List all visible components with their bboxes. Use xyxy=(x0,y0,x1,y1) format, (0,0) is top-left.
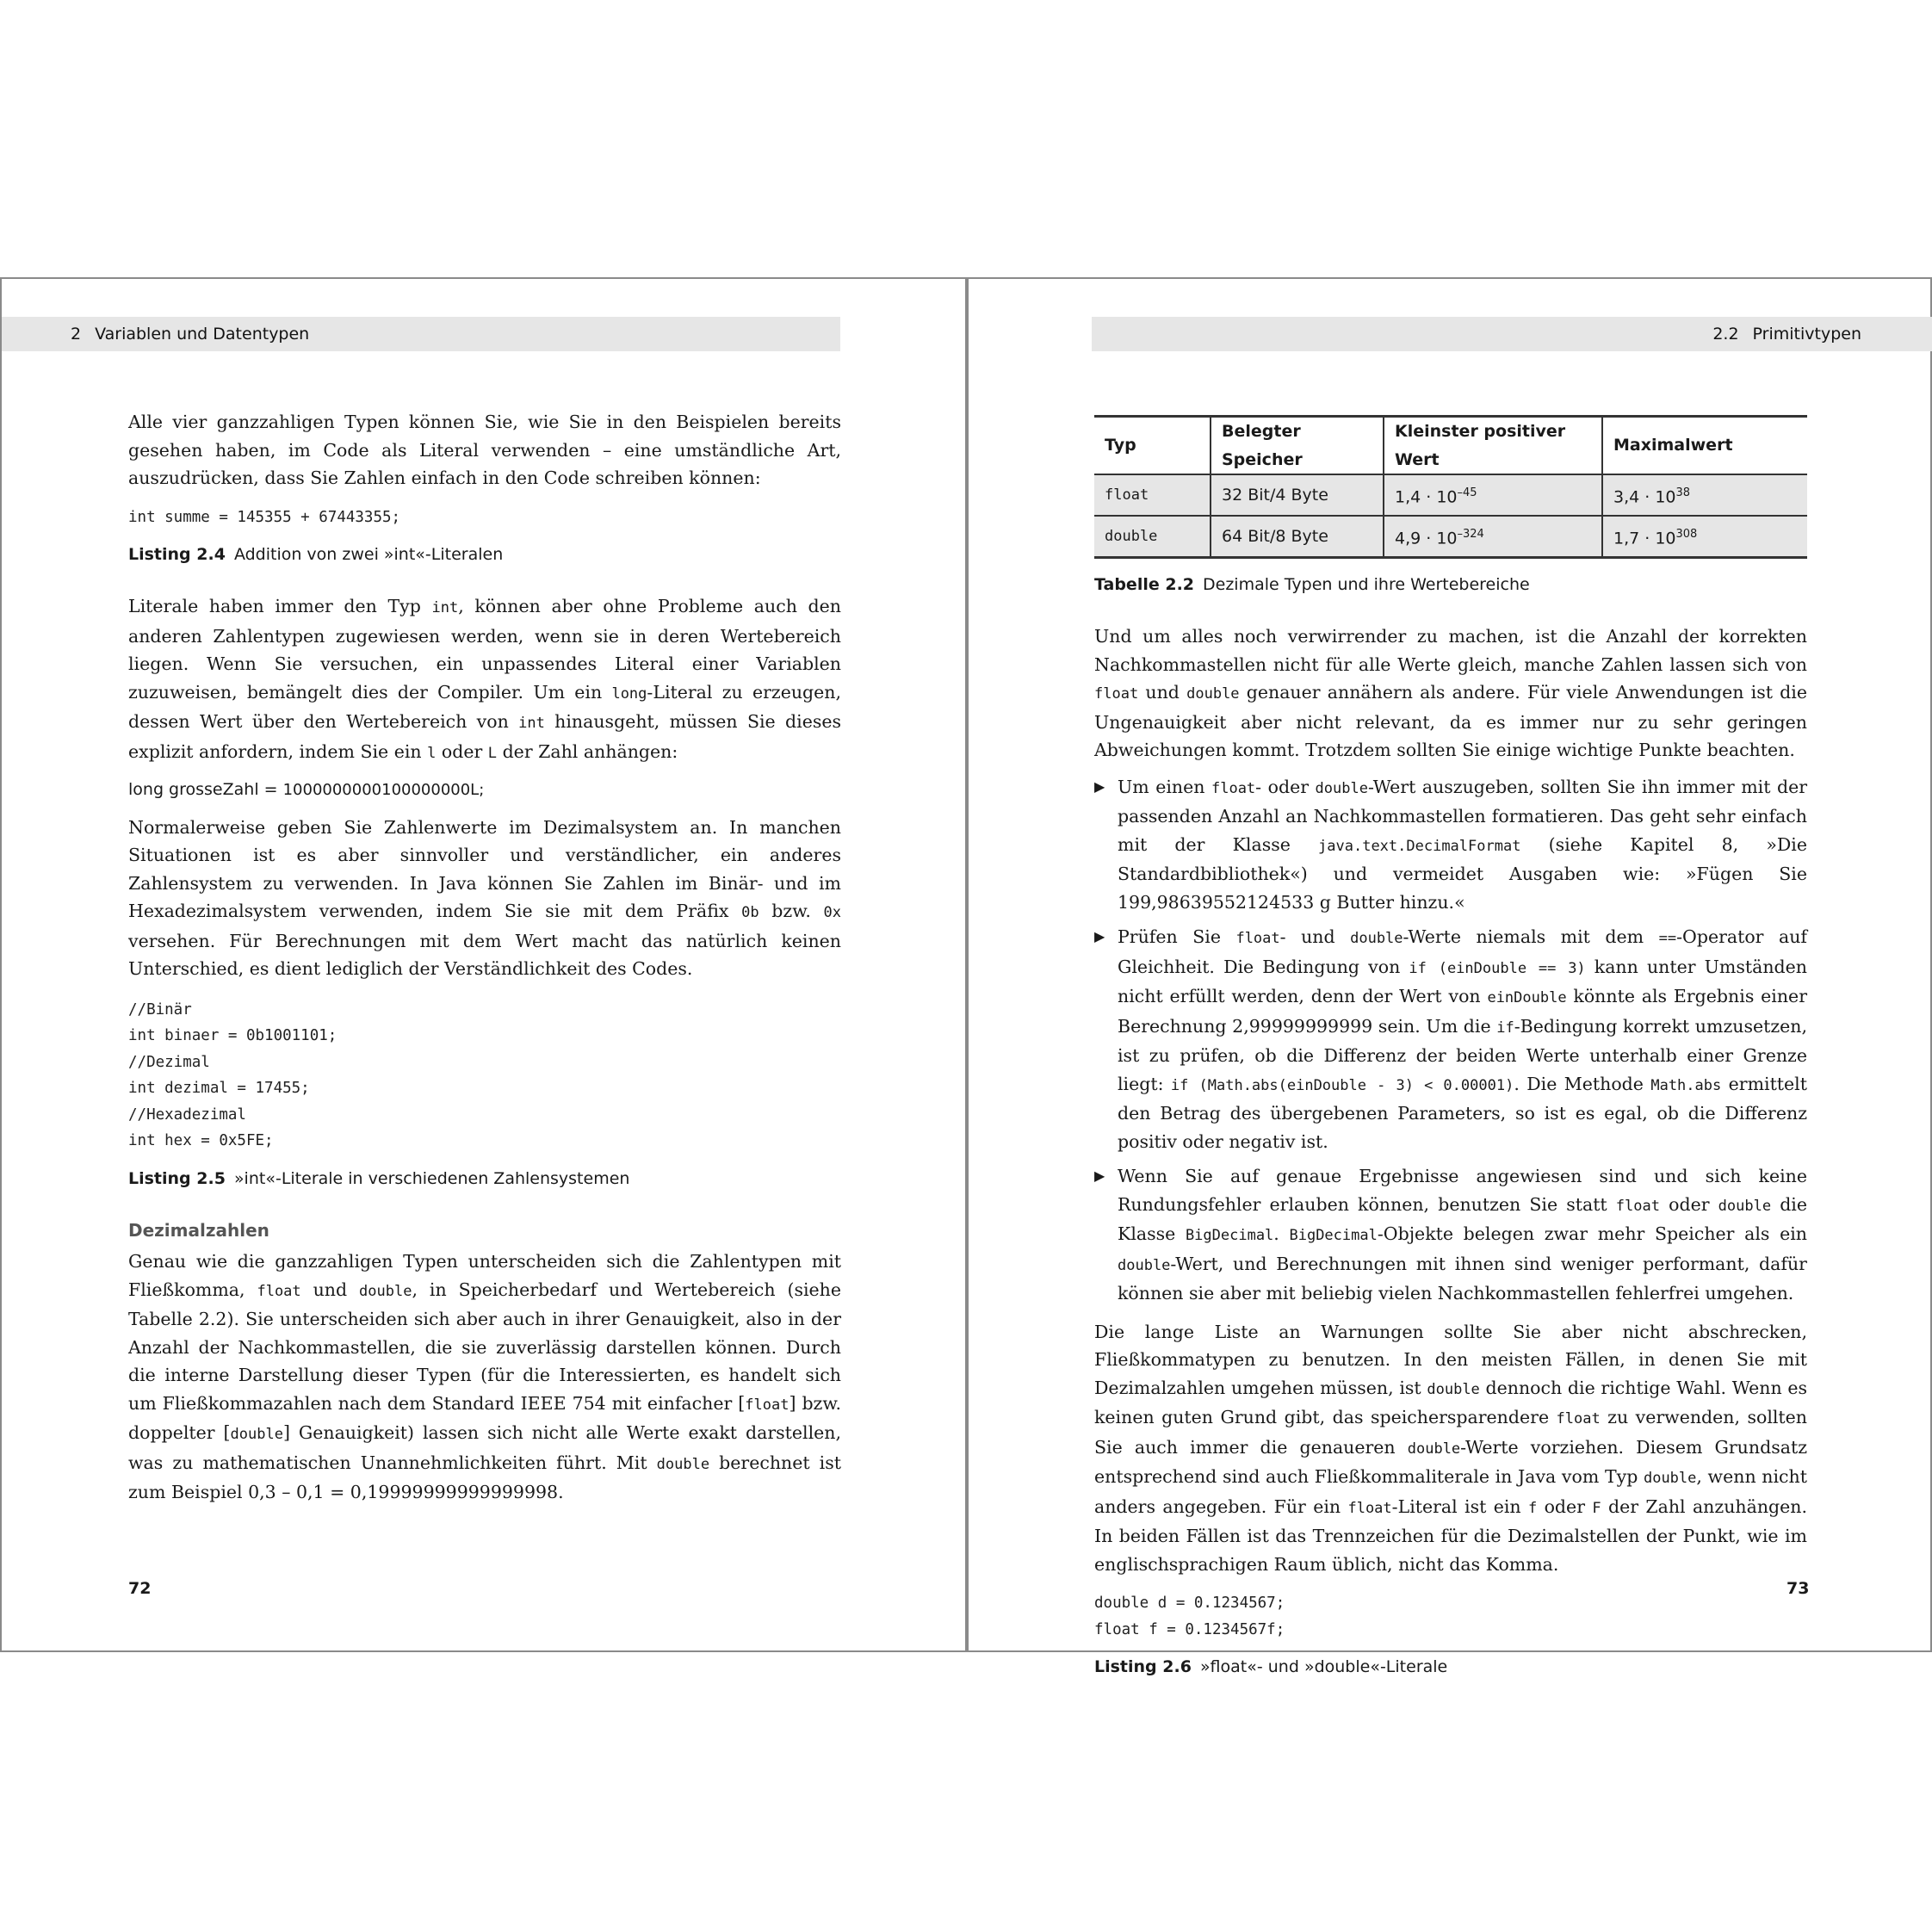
bullet-triangle-icon: ▶ xyxy=(1094,1167,1105,1184)
table-cell: 64 Bit/8 Byte xyxy=(1211,516,1384,558)
long-literal-line: long grosseZahl = 1000000000100000000L; xyxy=(128,780,485,799)
running-header xyxy=(1092,317,1932,351)
paragraph: Genau wie die ganzzahligen Typen unterscheiden sich die Zahlentypen mit Fließkomma, float und double, in Speicherbedarf und Wertebereich (siehe Tabelle 2.2). Sie unterscheiden sich aber auch in ihrer Genauigkeit, also in der Anzahl der Nachkommastellen, die sie zuverlässig darstellen können. Durch die interne Darstellung dieser Typen (für die Interessierten, es handelt sich um Fließkommazahlen nach dem Standard IEEE 754 mit einfacher [float] bzw. doppelter [double] Genauigkeit) lassen sich nicht alle Werte exakt darstellen, was zu mathematischen Unannehmlichkeiten führt. Mit double berechnet ist zum Beispiel 0,3 – 0,1 = 0,19999999999999998. xyxy=(128,1251,842,1502)
listing-label: Listing 2.6 xyxy=(1094,1657,1192,1676)
left-page xyxy=(0,277,967,1652)
bullet-triangle-icon: ▶ xyxy=(1094,928,1105,944)
table-cell: double xyxy=(1094,516,1211,558)
list-item: ▶ Wenn Sie auf genaue Ergebnisse angewiesen sind und sich keine Rundungsfehler erlauben können, benutzen Sie statt float oder double die Klasse BigDecimal. BigDecimal-Objekte belegen zwar mehr Speicher als ein double-Wert, und Berechnungen mit ihnen sind weniger performant, dafür können sie aber mit beliebig vielen Nachkommastellen fehlerfrei umgehen. xyxy=(1094,1162,1807,1308)
table-caption xyxy=(1094,573,1807,597)
code-block: double d = 0.1234567; float f = 0.1234567f; xyxy=(1094,1595,1285,1638)
listing-caption xyxy=(1094,1655,1807,1679)
paragraph: Alle vier ganzzahligen Typen können Sie, wie Sie in den Beispielen bereits gesehen haben, im Code als Literal verwenden – eine umständliche Art, auszudrücken, dass Sie Zahlen einfach in den Code schreiben können: xyxy=(128,412,841,488)
table-row xyxy=(1094,474,1807,516)
right-page xyxy=(967,277,1932,1676)
table-cell: $4,9 \cdot 10^{-324}$ xyxy=(1384,516,1602,558)
table-cell: float xyxy=(1094,474,1211,516)
chapter-number: 2 xyxy=(71,325,82,344)
section-heading: Dezimalzahlen xyxy=(128,1219,269,1241)
section-number: 2.2 xyxy=(1712,325,1739,344)
list-item: ▶ Um einen float- oder double-Wert auszugeben, sollten Sie ihn immer mit der passenden Anzahl an Nachkommastellen formatieren. Das geht sehr einfach mit der Klasse java.text.DecimalFormat (siehe Kapitel 8, »Die Standardbibliothek«) und vermeidet Ausgaben wie: »Fügen Sie 199,98639552124533 g Butter hinzu.« xyxy=(1094,773,1807,917)
left-column xyxy=(128,408,841,1515)
list-item: ▶ Prüfen Sie float- und double-Werte niemals mit dem ==-Operator auf Gleichheit. Die Bedingung von if (einDouble == 3) kann unter Umständen nicht erfüllt werden, denn der Wert von einDouble könnte als Ergebnis einer Berechnung 2,99999999999 sein. Um die if-Bedingung korrekt umzusetzen, ist zu prüfen, ob die Differenz der beiden Werte unterhalb einer Grenze liegt: if (Math.abs(einDouble - 3) < 0.00001). Die Methode Math.abs ermittelt den Betrag des übergebenen Parameters, so ist es egal, ob die Differenz positiv oder negativ ist. xyxy=(1094,923,1807,1155)
right-column xyxy=(1094,415,1810,1705)
table-header-row xyxy=(1094,417,1807,475)
running-header xyxy=(2,317,840,351)
listing-caption xyxy=(128,1167,841,1191)
page-number: 72 xyxy=(128,1579,152,1598)
table-label: Tabelle 2.2 xyxy=(1094,575,1195,594)
paragraph: Normalerweise geben Sie Zahlenwerte im Dezimalsystem an. In manchen Situationen ist es aber sinnvoller und verständlicher, ein anderes Zahlensystem zu verwenden. In Java können Sie Zahlen im Binär- und im Hexadezimalsystem verwenden, indem Sie sie mit dem Präfix 0b bzw. 0x versehen. Für Berechnungen mit dem Wert macht das natürlich keinen Unterschied, es dient lediglich der Verständlichkeit des Codes. xyxy=(128,816,841,979)
paragraph: Und um alles noch verwirrender zu machen, ist die Anzahl der korrekten Nachkommastellen nicht für alle Werte gleich, manche Zahlen lassen sich von float und double genauer annähern als andere. Für viele Anwendungen ist die Ungenauigkeit aber nicht relevant, da es immer nur zu sehr geringen Abweichungen kommt. Trotzdem sollten Sie einige wichtige Punkte beachten. xyxy=(1094,626,1807,760)
table-header: Kleinster positiver Wert xyxy=(1384,417,1602,475)
paragraph: Literale haben immer den Typ int, können aber ohne Probleme auch den anderen Zahlentypen zugewiesen werden, wenn sie in deren Wertebereich liegen. Wenn Sie versuchen, ein unpassendes Literal einer Variablen zuzuweisen, bemängelt dies der Compiler. Um ein long-Literal zu erzeugen, dessen Wert über den Wertebereich von int hinausgeht, müssen Sie dieses explizit anfordern, indem Sie ein l oder L der Zahl anhängen: xyxy=(128,596,841,762)
table-header: Maximalwert xyxy=(1602,417,1807,475)
code-block: int summe = 145355 + 67443355; xyxy=(128,508,401,526)
listing-caption xyxy=(128,542,841,567)
paragraph: Die lange Liste an Warnungen sollte Sie aber nicht abschrecken, Fließkommatypen zu benutzen. In den meisten Fällen, in denen Sie mit Dezimalzahlen umgehen müssen, ist double dennoch die richtige Wahl. Wenn es keinen guten Grund gibt, das speichersparendere float zu verwenden, sollten Sie auch immer die genaueren double-Werte vorziehen. Diesem Grundsatz entsprechend sind auch Fließkommaliterale in Java vom Typ double, wenn nicht anders angegeben. Für ein float-Literal ist ein f oder F der Zahl anzuhängen. In beiden Fällen ist das Trennzeichen für die Dezimalstellen der Punkt, wie im englischsprachigen Raum üblich, nicht das Komma. xyxy=(1094,1321,1808,1575)
table-header: Belegter Speicher xyxy=(1211,417,1384,475)
section-title: Primitivtypen xyxy=(1752,325,1861,344)
bullet-triangle-icon: ▶ xyxy=(1094,777,1105,795)
chapter-title: Variablen und Datentypen xyxy=(95,325,310,344)
listing-label: Listing 2.5 xyxy=(128,1168,226,1188)
listing-label: Listing 2.4 xyxy=(128,545,226,564)
table-caption-text: Dezimale Typen und ihre Wertebereiche xyxy=(1203,575,1530,594)
table-cell: 32 Bit/4 Byte xyxy=(1211,474,1384,516)
listing-text: Addition von zwei »int«-Literalen xyxy=(233,545,504,564)
listing-text: »int«-Literale in verschiedenen Zahlensystemen xyxy=(233,1168,630,1188)
page-number: 73 xyxy=(1786,1579,1810,1598)
table-header: Typ xyxy=(1094,417,1211,475)
table-row xyxy=(1094,516,1807,558)
table-cell: $1,4 \cdot 10^{-45}$ xyxy=(1384,474,1602,516)
bullet-list xyxy=(1094,773,1807,1308)
listing-text: »float«- und »double«-Literale xyxy=(1199,1657,1448,1676)
data-table xyxy=(1094,415,1807,559)
table-cell: $3,4 \cdot 10^{38}$ xyxy=(1602,474,1807,516)
code-block: //Binär int binaer = 0b1001101; //Dezimal int dezimal = 17455; //Hexadezimal int hex = 0x5FE; xyxy=(128,1000,337,1149)
table-cell: $1,7 \cdot 10^{308}$ xyxy=(1602,516,1807,558)
